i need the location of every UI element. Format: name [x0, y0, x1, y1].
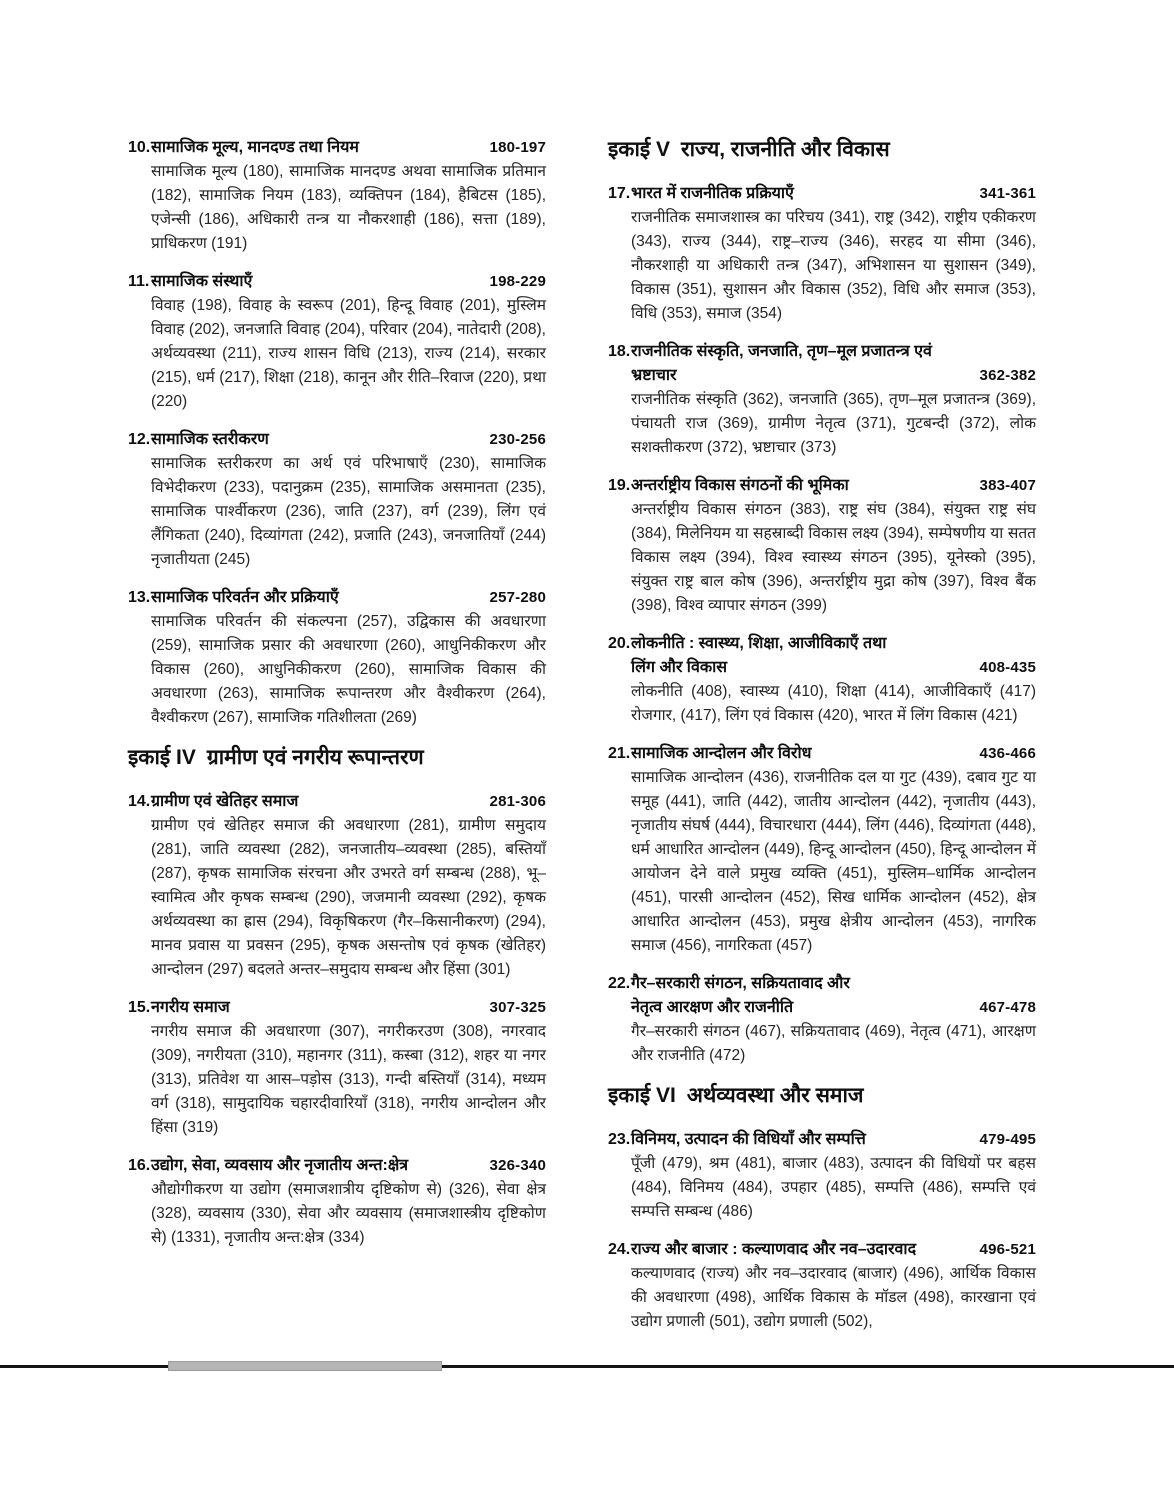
entry-page-range: 180-197	[489, 139, 546, 156]
toc-entry	[128, 790, 546, 982]
entry-description: लोकनीति (408), स्वास्थ्य (410), शिक्षा (414), आजीविकाएँ (417) रोजगार, (417), लिंग एवं विकास (420), भारत में लिंग विकास (421)	[631, 683, 1036, 724]
unit-heading	[608, 136, 1036, 163]
entry-title: राजनीतिक संस्कृति, जनजाति, तृण–मूल प्रजातन्त्र एवं	[631, 343, 932, 360]
unit-heading	[128, 744, 546, 771]
entry-description: विवाह (198), विवाह के स्वरूप (201), हिन्दू विवाह (201), मुस्लिम विवाह (202), जनजाति विवाह (204), परिवार (204), नातेदारी (208), अर्थव्यवस्था (211), राज्य शासन विधि (213), राज्य (214), सरकार (215), धर्म (217), शिक्षा (218), कानून और रीति–रिवाज (220), प्रथा (220)	[151, 297, 546, 410]
entry-page-range: 362-382	[979, 367, 1036, 384]
entry-title-row	[151, 586, 546, 610]
entry-page-range: 307-325	[489, 999, 546, 1016]
entry-title-block	[631, 742, 1036, 766]
entry-number: 11.	[128, 273, 150, 290]
entry-description: पूँजी (479), श्रम (481), बाजार (483), उत्पादन की विधियों पर बहस (484), विनिमय (484), उपहार (485), सम्पत्ति (486), सम्पत्ति एवं सम्पत्ति सम्बन्ध (486)	[631, 1155, 1036, 1220]
entry-title-block	[631, 632, 1036, 680]
entry-number: 22.	[608, 975, 631, 992]
table-of-contents	[128, 136, 1036, 1348]
entry-title-row	[151, 996, 546, 1020]
entry-title-block	[151, 790, 546, 814]
toc-entry	[608, 340, 1036, 460]
entry-description: राजनीतिक समाजशास्त्र का परिचय (341), राष्ट्र (342), राष्ट्रीय एकीकरण (343), राज्य (344), राष्ट्र–राज्य (346), सरहद या सीमा (346), नौकरशाही या अधिकारी तन्त्र (347), अभिशासन या सुशासन (349), विकास (351), सुशासन और विकास (352), विधि और समाज (353), विधि (353), समाज (354)	[631, 209, 1036, 322]
entry-title: सामाजिक मूल्य, मानदण्ड तथा नियम	[151, 139, 359, 156]
entry-title-row	[631, 364, 1036, 388]
entry-number: 20.	[608, 635, 631, 652]
entry-title-row	[631, 632, 1036, 656]
entry-title: गैर–सरकारी संगठन, सक्रियतावाद और	[631, 975, 850, 992]
toc-entry	[608, 1238, 1036, 1334]
toc-entry	[608, 474, 1036, 618]
entry-page-range: 257-280	[489, 589, 546, 606]
entry-title-block	[631, 1128, 1036, 1152]
toc-entry	[608, 972, 1036, 1068]
entry-description: औद्योगीकरण या उद्योग (समाजशात्रीय दृष्टिकोण से) (326), सेवा क्षेत्र (328), व्यवसाय (330), सेवा और व्यवसाय (समाजशास्त्रीय दृष्टिकोण से) (1331), नृजातीय अन्त:क्षेत्र (334)	[151, 1181, 546, 1246]
entry-title-block	[631, 972, 1036, 1020]
entry-number: 10.	[128, 139, 151, 156]
entry-title: ग्रामीण एवं खेतिहर समाज	[151, 793, 299, 810]
unit-title: ग्रामीण एवं नगरीय रूपान्तरण	[206, 746, 424, 769]
entry-title: नगरीय समाज	[151, 999, 230, 1016]
entry-title-row	[631, 1128, 1036, 1152]
entry-title-block	[151, 1154, 546, 1178]
entry-page-range: 230-256	[489, 431, 546, 448]
entry-title-block	[631, 182, 1036, 206]
toc-entry	[608, 1128, 1036, 1224]
entry-head	[608, 1128, 1036, 1152]
entry-title-line2: लिंग और विकास	[631, 659, 728, 676]
entry-title-block	[151, 586, 546, 610]
unit-label: इकाई IV	[128, 746, 196, 769]
entry-title-block	[631, 340, 1036, 388]
entry-head	[128, 136, 546, 160]
entry-description: सामाजिक आन्दोलन (436), राजनीतिक दल या गुट (439), दबाव गुट या समूह (441), जाति (442), जातीय आन्दोलन (442), नृजातीय (443), नृजातीय संघर्ष (444), विचारधारा (444), लिंग (446), दिव्यांगता (448), धर्म आधारित आन्दोलन (449), हिन्दू आन्दोलन (450), हिन्दू आन्दोलन में आयोजन देने वाले प्रमुख व्यक्ति (451), मुस्लिम–धार्मिक आन्दोलन (451), पारसी आन्दोलन (452), सिख धार्मिक आन्दोलन (452), क्षेत्र आधारित आन्दोलन (453), प्रमुख क्षेत्रीय आन्दोलन (453), नागरिक समाज (456), नागरिकता (457)	[631, 769, 1036, 954]
entry-head	[608, 340, 1036, 388]
entry-head	[608, 972, 1036, 1020]
entry-head	[608, 182, 1036, 206]
entry-title-block	[151, 428, 546, 452]
entry-title-row	[151, 136, 546, 160]
unit-title: अर्थव्यवस्था और समाज	[686, 1084, 864, 1107]
entry-number: 16.	[128, 1157, 151, 1174]
entry-title: सामाजिक स्तरीकरण	[151, 431, 269, 448]
toc-entry	[128, 1154, 546, 1250]
entry-number: 15.	[128, 999, 151, 1016]
toc-column-right	[608, 136, 1036, 1348]
entry-number: 24.	[608, 1241, 631, 1258]
entry-title-row	[631, 182, 1036, 206]
entry-number: 21.	[608, 745, 631, 762]
entry-title-block	[151, 270, 546, 294]
unit-label: इकाई VI	[608, 1084, 676, 1107]
toc-column-left	[128, 136, 546, 1348]
entry-title: सामाजिक आन्दोलन और विरोध	[631, 745, 812, 762]
entry-page-range: 281-306	[489, 793, 546, 810]
entry-description: नगरीय समाज की अवधारणा (307), नगरीकरउण (308), नगरवाद (309), नगरीयता (310), महानगर (311), कस्बा (312), शहर या नगर (313), प्रतिवेश या आस–पड़ोस (313), गन्दी बस्तियाँ (314), मध्यम वर्ग (318), सामुदायिक चहारदीवारियाँ (318), नगरीय आन्दोलन और हिंसा (319)	[151, 1023, 546, 1136]
entry-title-row	[151, 428, 546, 452]
entry-description: ग्रामीण एवं खेतिहर समाज की अवधारणा (281), ग्रामीण समुदाय (281), जाति व्यवस्था (282), जनजातीय–व्यवस्था (285), बस्तियाँ (287), कृषक सामाजिक संरचना और उभरते वर्ग सम्बन्ध (288), भू–स्वामित्व और कृषक सम्बन्ध (290), जजमानी व्यवस्था (292), कृषक अर्थव्यवस्था का ह्रास (294), विकृषिकरण (गैर–किसानीकरण) (294), मानव प्रवास या प्रवसन (295), कृषक असन्तोष एवं कृषक (खेतिहर) आन्दोलन (297) बदलते अन्तर–समुदाय सम्बन्ध और हिंसा (301)	[151, 817, 546, 978]
entry-title: अन्तर्राष्ट्रीय विकास संगठनों की भूमिका	[631, 477, 849, 494]
entry-head	[608, 742, 1036, 766]
entry-page-range: 198-229	[489, 273, 546, 290]
entry-head	[128, 586, 546, 610]
entry-title: भारत में राजनीतिक प्रक्रियाएँ	[631, 185, 794, 202]
entry-number: 17.	[608, 185, 631, 202]
entry-number: 12.	[128, 431, 151, 448]
entry-description: सामाजिक परिवर्तन की संकल्पना (257), उद्विकास की अवधारणा (259), सामाजिक प्रसार की अवधारणा (260), आधुनिकीकरण और विकास (260), आधुनिकीकरण (260), सामाजिक विकास की अवधारणा (263), सामाजिक रूपान्तरण और वैश्वीकरण (264), वैश्वीकरण (267), सामाजिक गतिशीलता (269)	[151, 613, 546, 726]
entry-title-row	[151, 270, 546, 294]
unit-title: राज्य, राजनीति और विकास	[681, 138, 890, 161]
entry-title-line2: नेतृत्व आरक्षण और राजनीति	[631, 999, 794, 1016]
entry-title-row	[631, 1238, 1036, 1262]
unit-heading	[608, 1082, 1036, 1109]
entry-page-range: 479-495	[979, 1131, 1036, 1148]
entry-title: सामाजिक परिवर्तन और प्रक्रियाएँ	[151, 589, 339, 606]
entry-head	[128, 270, 546, 294]
toc-entry	[128, 428, 546, 572]
entry-head	[128, 428, 546, 452]
entry-title-line2: भ्रष्टाचार	[631, 367, 677, 384]
entry-title: उद्योग, सेवा, व्यवसाय और नृजातीय अन्त:क्षेत्र	[151, 1157, 409, 1174]
entry-page-range: 408-435	[979, 659, 1036, 676]
entry-title: सामाजिक संस्थाएँ	[151, 273, 253, 290]
entry-title: विनिमय, उत्पादन की विधियाँ और सम्पत्ति	[631, 1131, 866, 1148]
entry-number: 18.	[608, 343, 631, 360]
entry-page-range: 383-407	[979, 477, 1036, 494]
entry-page-range: 436-466	[979, 745, 1036, 762]
entry-page-range: 326-340	[489, 1157, 546, 1174]
page-bottom-bar	[168, 1361, 442, 1371]
entry-head	[128, 1154, 546, 1178]
entry-title-row	[151, 1154, 546, 1178]
entry-title-row	[631, 742, 1036, 766]
entry-title-block	[631, 1238, 1036, 1262]
entry-description: राजनीतिक संस्कृति (362), जनजाति (365), तृण–मूल प्रजातन्त्र (369), पंचायती राज (369), ग्रामीण नेतृत्व (371), गुटबन्दी (372), लोक सशक्तीकरण (372), भ्रष्टाचार (373)	[631, 391, 1036, 456]
entry-title-block	[151, 996, 546, 1020]
toc-entry	[608, 742, 1036, 958]
entry-description: सामाजिक मूल्य (180), सामाजिक मानदण्ड अथवा सामाजिक प्रतिमान (182), सामाजिक नियम (183), व्यक्तिपन (184), हैबिटस (185), एजेन्सी (186), अधिकारी तन्त्र या नौकरशाही (186), सत्ता (189), प्राधिकरण (191)	[151, 163, 546, 252]
entry-head	[608, 1238, 1036, 1262]
entry-title-row	[631, 656, 1036, 680]
entry-page-range: 341-361	[979, 185, 1036, 202]
entry-number: 19.	[608, 477, 631, 494]
toc-entry	[128, 270, 546, 414]
entry-head	[608, 474, 1036, 498]
entry-description: सामाजिक स्तरीकरण का अर्थ एवं परिभाषाएँ (230), सामाजिक विभेदीकरण (233), पदानुक्रम (235), सामाजिक असमानता (235), सामाजिक पार्श्वीकरण (236), जाति (237), वर्ग (239), लिंग एवं लैंगिकता (240), दिव्यांगता (242), प्रजाति (243), जनजातियाँ (244) नृजातीयता (245)	[151, 455, 546, 568]
toc-entry	[608, 182, 1036, 326]
entry-title-row	[631, 340, 1036, 364]
entry-description: गैर–सरकारी संगठन (467), सक्रियतावाद (469), नेतृत्व (471), आरक्षण और राजनीति (472)	[631, 1023, 1036, 1064]
entry-number: 14.	[128, 793, 151, 810]
toc-entry	[128, 996, 546, 1140]
unit-label: इकाई V	[608, 138, 671, 161]
entry-page-range: 496-521	[979, 1241, 1036, 1258]
entry-title-row	[631, 996, 1036, 1020]
entry-head	[128, 996, 546, 1020]
entry-head	[128, 790, 546, 814]
entry-title: लोकनीति : स्वास्थ्य, शिक्षा, आजीविकाएँ तथा	[631, 635, 887, 652]
entry-title-row	[631, 972, 1036, 996]
entry-head	[608, 632, 1036, 680]
entry-title: राज्य और बाजार : कल्याणवाद और नव–उदारवाद	[631, 1241, 917, 1258]
toc-entry	[128, 586, 546, 730]
entry-number: 13.	[128, 589, 151, 606]
entry-title-row	[151, 790, 546, 814]
toc-entry	[128, 136, 546, 256]
entry-description: अन्तर्राष्ट्रीय विकास संगठन (383), राष्ट्र संघ (384), संयुक्त राष्ट्र संघ (384), मिलेनियम या सहस्राब्दी विकास लक्ष्य (394), सम्पेषणीय या सतत विकास लक्ष्य (394), विश्व स्वास्थ्य संगठन (395), यूनेस्को (395), संयुक्त राष्ट्र बाल कोष (396), अन्तर्राष्ट्रीय मुद्रा कोष (397), विश्व बैंक (398), विश्व व्यापार संगठन (399)	[631, 501, 1036, 614]
entry-title-block	[631, 474, 1036, 498]
entry-description: कल्याणवाद (राज्य) और नव–उदारवाद (बाजार) (496), आर्थिक विकास की अवधारणा (498), आर्थिक विकास के मॉडल (498), कारखाना एवं उद्योग प्रणाली (501), उद्योग प्रणाली (502),	[631, 1265, 1036, 1330]
entry-number: 23.	[608, 1131, 631, 1148]
entry-title-block	[151, 136, 546, 160]
toc-entry	[608, 632, 1036, 728]
entry-page-range: 467-478	[979, 999, 1036, 1016]
entry-title-row	[631, 474, 1036, 498]
